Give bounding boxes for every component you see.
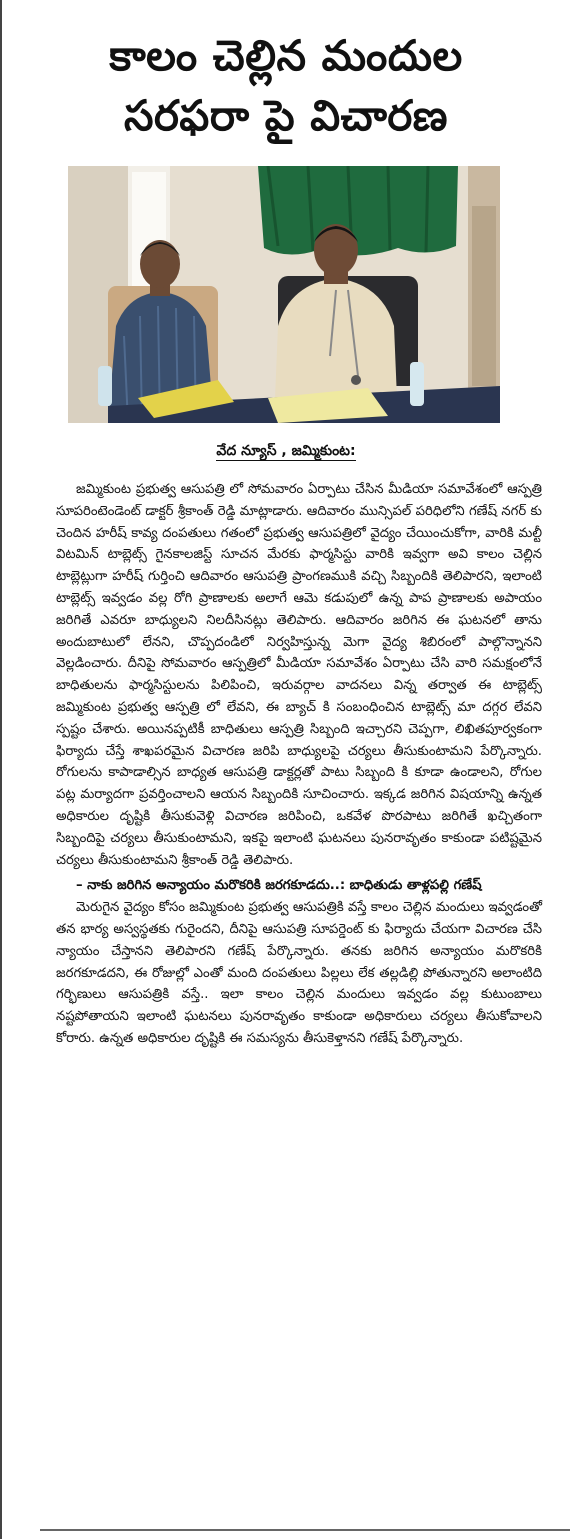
news-photo (68, 166, 500, 423)
headline (30, 26, 542, 146)
headline-line-2: సరఫరా పై విచారణ (124, 91, 448, 140)
article-body (56, 479, 542, 1050)
headline-line-1: కాలం చెల్లిన మందుల (109, 31, 463, 80)
article-paragraph-2: మెరుగైన వైద్యం కోసం జమ్మికుంట ప్రభుత్వ ఆసుపత్రికి వస్తే కాలం చెల్లిన మందులు ఇవ్వడంతో తన భార్య అస్వస్థతకు గురైందని, దీనిపై ఆసుపత్రి సూపర్డెంట్ కు ఫిర్యాదు చేయగా విచారణ చేసి న్యాయం చేస్తానని తెలిపారని గణేష్ పేర్కొన్నారు. తనకు జరిగిన అన్యాయం మరొకరికి జరగకూడదని, ఈ రోజుల్లో ఎంతో మంది దంపతులు పిల్లలు లేక తల్లడిల్లి పోతున్నారని అలాంటిది గర్భిణులు ఆసుపత్రికి వస్తే.. ఇలా కాలం చెల్లిన మందులు ఇవ్వడం వల్ల కుటుంబాలు నష్టపోతాయని ఇలాంటి ఘటనలు పునరావృతం కాకుండా అధికారులు చర్యలు తీసుకోవాలని కోరారు. ఉన్నత అధికారుల దృష్టికి ఈ సమస్యను తీసుకెళ్తానని గణేష్ పేర్కొన్నారు. (56, 900, 542, 1046)
byline-text: వేద న్యూస్ , జమ్మికుంట: (216, 443, 356, 459)
article-paragraph: జమ్మికుంట ప్రభుత్వ ఆసుపత్రి లో సోమవారం ఏర్పాటు చేసిన మీడియా సమావేశంలో ఆస్పత్రి సూపరింటెండెంట్ డాక్టర్ శ్రీకాంత్ రెడ్డి మాట్లాడారు. ఆదివారం మున్సిపల్ పరిధిలోని గణేష్ నగర్ కు చెందిన హరీష్ కావ్య దంపతులు గతంలో ప్రభుత్వ ఆసుపత్రిలో వైద్యం చేయించుకోగా, వారికి మల్టీ విటమిన్ టాబ్లెట్స్ గైనకాలజిస్ట్ సూచన మేరకు ఫార్మసిస్టు వారికి ఇవ్వగా అవి కాలం చెల్లిన టాబ్లెట్లుగా హరీష్ గుర్తించి ఆదివారం ఆసుపత్రి ప్రాంగణముకి వచ్చి సిబ్బందికి తెలిపారని, ఇలాంటి టాబ్లెట్స్ ఇవ్వడం వల్ల రోగి ప్రాణాలకు అలాగే ఆమె కడుపులో ఉన్న పాప ప్రాణాలకు అపాయం జరిగితే ఎవరూ బాధ్యులని నిలదీసినట్లు తెలిపారు. ఆదివారం జరిగిన ఈ ఘటనలో తాను అందుబాటులో లేనని, చొప్పదండిలో నిర్వహిస్తున్న మెగా వైద్య శిబిరంలో పాల్గొన్నానని వెల్లడించారు. దీనిపై సోమవారం ఆస్పత్రిలో మీడియా సమావేశం ఏర్పాటు చేసి వారి సమక్షంలోనే బాధితులను ఫార్మసిస్టులను పిలిపించి, ఇరువర్గాల వాదనలు విన్న తర్వాత ఈ టాబ్లెట్స్ జమ్మికుంట ప్రభుత్వ ఆస్పత్రి లో లేవని, ఈ బ్యాచ్ కి సంబంధించిన టాబ్లెట్స్ మా దగ్గర లేవని స్పష్టం చేశారు. అయినప్పటికీ బాధితులు ఆస్పత్రి సిబ్బంది ఇచ్చారని చెప్పగా, లిఖితపూర్వకంగా ఫిర్యాదు చేస్తే శాఖపరమైన విచారణ జరిపి బాధ్యులపై చర్యలు తీసుకుంటామని పేర్కొన్నారు. రోగులను కాపాడాల్సిన బాధ్యత ఆసుపత్రి డాక్టర్లతో పాటు సిబ్బంది కి కూడా ఉండాలని, రోగుల పట్ల మర్యాదగా ప్రవర్తించాలని ఆయన సిబ్బందికి సూచించారు. ఇక్కడ జరిగిన విషయాన్ని ఉన్నత అధికారుల దృష్టికి తీసుకువెళ్లి విచారణ జరిపించి, ఒకవేళ పొరపాటు జరిగితే ఖచ్చితంగా సిబ్బందిపై చర్యలు తీసుకుంటామని, ఇకపై ఇలాంటి ఘటనలు పునరావృతం కాకుండా పటిష్టమైన చర్యలు తీసుకుంటామని శ్రీకాంత్ రెడ్డి తెలిపారు. (56, 482, 542, 868)
bottom-rule (40, 1529, 570, 1531)
article-subheading: – నాకు జరిగిన అన్యాయం మరొకరికి జరగకూడదు..: బాధితుడు తాళ్లపల్లి గణేష్ (76, 878, 482, 894)
left-column-rule (0, 0, 2, 1539)
byline (0, 441, 572, 461)
